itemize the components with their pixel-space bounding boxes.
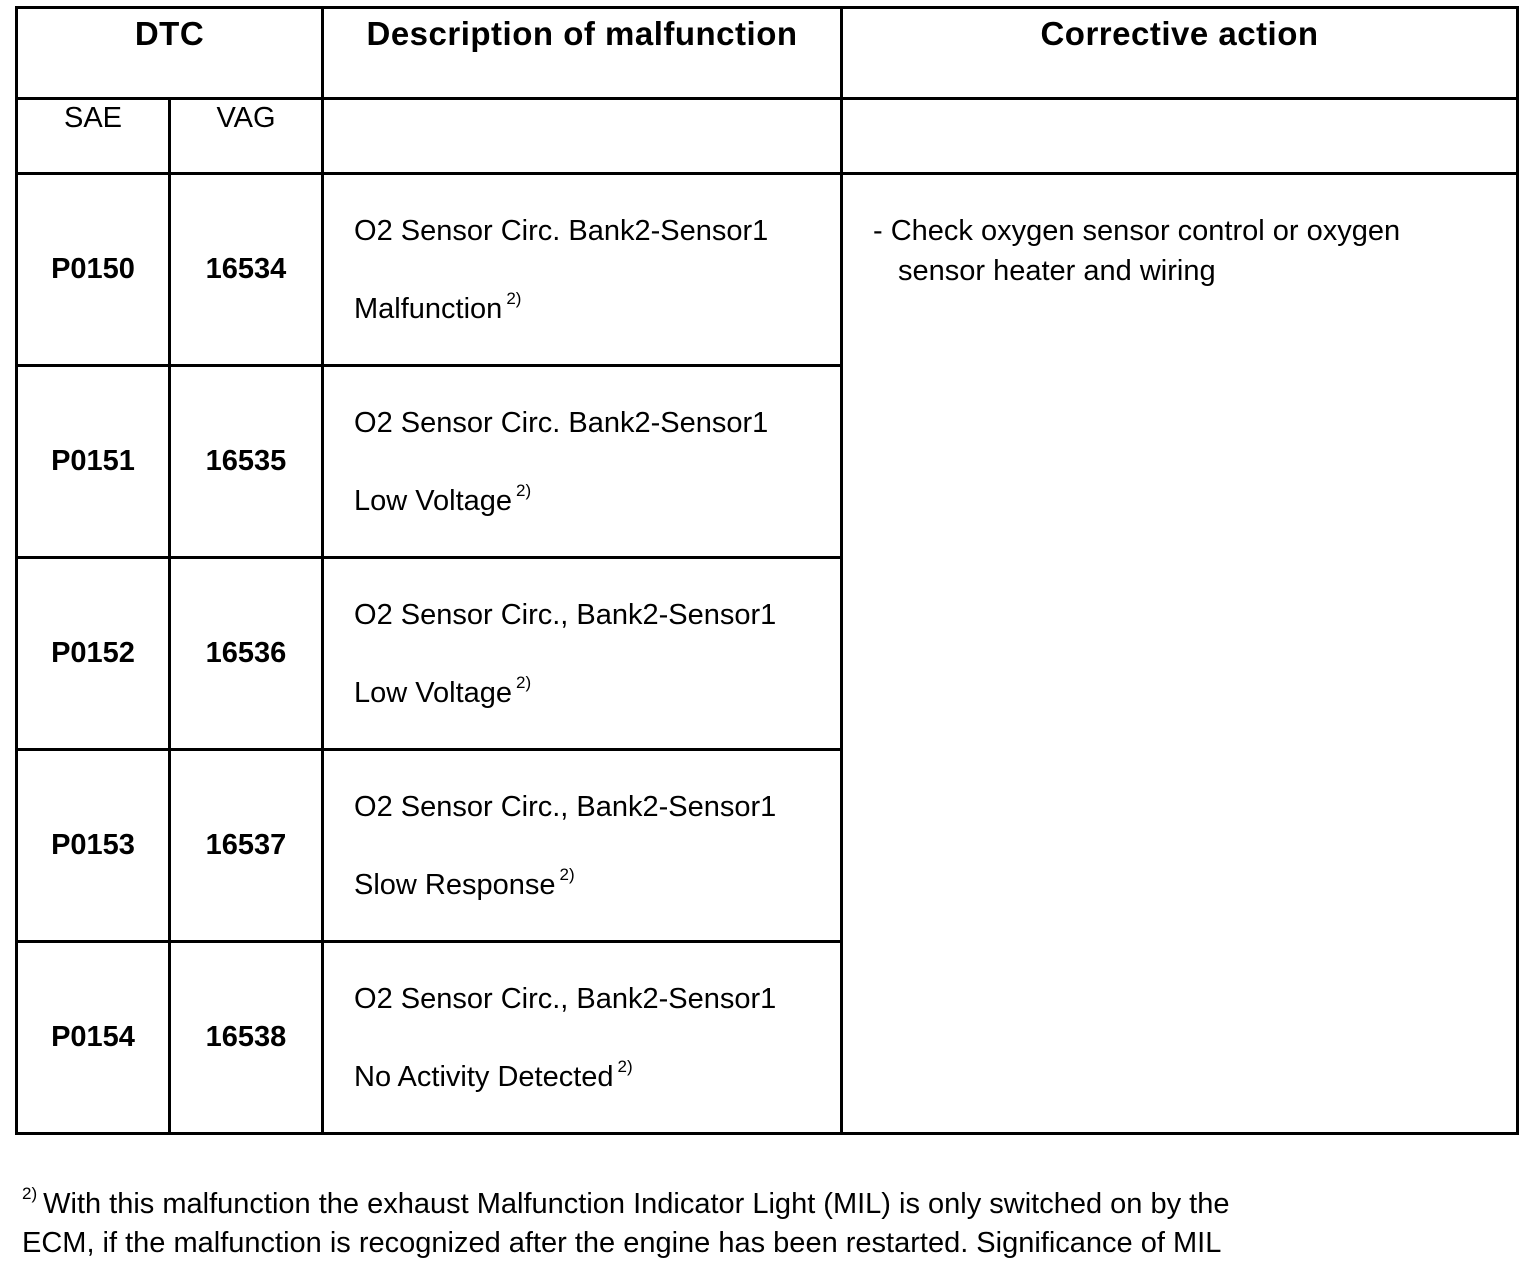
vag-code: 16536 (170, 558, 323, 750)
footnote-mark: 2) (516, 481, 532, 500)
subheader-row (17, 99, 1518, 174)
description-line1: O2 Sensor Circ., Bank2-Sensor1 (354, 983, 777, 1015)
description-line2-wrap (354, 865, 840, 905)
footnote (22, 1185, 1502, 1263)
description-line1: O2 Sensor Circ. Bank2-Sensor1 (354, 215, 769, 247)
subheader-vag: VAG (170, 99, 323, 174)
vag-code: 16534 (170, 174, 323, 366)
footnote-line1: With this malfunction the exhaust Malfunction Indicator Light (MIL) is only switched on by the (43, 1188, 1230, 1220)
corrective-action-cell (842, 174, 1518, 1134)
malfunction-description (323, 174, 842, 366)
malfunction-description (323, 942, 842, 1134)
corrective-action-line1: - Check oxygen sensor control or oxygen (873, 215, 1401, 247)
footnote-mark: 2) (559, 865, 575, 884)
description-line2-wrap (354, 289, 840, 329)
subheader-sae: SAE (17, 99, 170, 174)
footnote-mark: 2) (516, 673, 532, 692)
sae-code: P0152 (17, 558, 170, 750)
description-line2-wrap (354, 1057, 840, 1097)
description-line2: Low Voltage (354, 485, 513, 517)
malfunction-description (323, 558, 842, 750)
header-dtc: DTC (17, 8, 323, 99)
vag-code: 16535 (170, 366, 323, 558)
vag-code: 16538 (170, 942, 323, 1134)
sae-code: P0154 (17, 942, 170, 1134)
description-line2: Malfunction (354, 293, 503, 325)
sae-code: P0150 (17, 174, 170, 366)
corrective-action-line2: sensor heater and wiring (898, 255, 1216, 287)
vag-code: 16537 (170, 750, 323, 942)
malfunction-description (323, 750, 842, 942)
description-line1: O2 Sensor Circ. Bank2-Sensor1 (354, 407, 769, 439)
footnote-line2: ECM, if the malfunction is recognized after the engine has been restarted. Significance of MIL (22, 1227, 1222, 1259)
description-line2: Low Voltage (354, 677, 513, 709)
sae-code: P0153 (17, 750, 170, 942)
header-row (17, 8, 1518, 99)
footnote-mark: 2) (506, 289, 522, 308)
header-description: Description of malfunction (323, 8, 842, 99)
table-row (17, 174, 1518, 366)
subheader-action-empty (842, 99, 1518, 174)
header-corrective-action: Corrective action (842, 8, 1518, 99)
footnote-mark: 2) (22, 1184, 38, 1203)
description-line2-wrap (354, 673, 840, 713)
footnote-mark: 2) (617, 1057, 633, 1076)
description-line2-wrap (354, 481, 840, 521)
footnote-line1-wrap (22, 1185, 1502, 1224)
malfunction-description (323, 366, 842, 558)
description-line2: No Activity Detected (354, 1061, 614, 1093)
description-line2: Slow Response (354, 869, 556, 901)
dtc-table (15, 6, 1519, 1135)
description-line1: O2 Sensor Circ., Bank2-Sensor1 (354, 791, 777, 823)
subheader-description-empty (323, 99, 842, 174)
description-line1: O2 Sensor Circ., Bank2-Sensor1 (354, 599, 777, 631)
sae-code: P0151 (17, 366, 170, 558)
